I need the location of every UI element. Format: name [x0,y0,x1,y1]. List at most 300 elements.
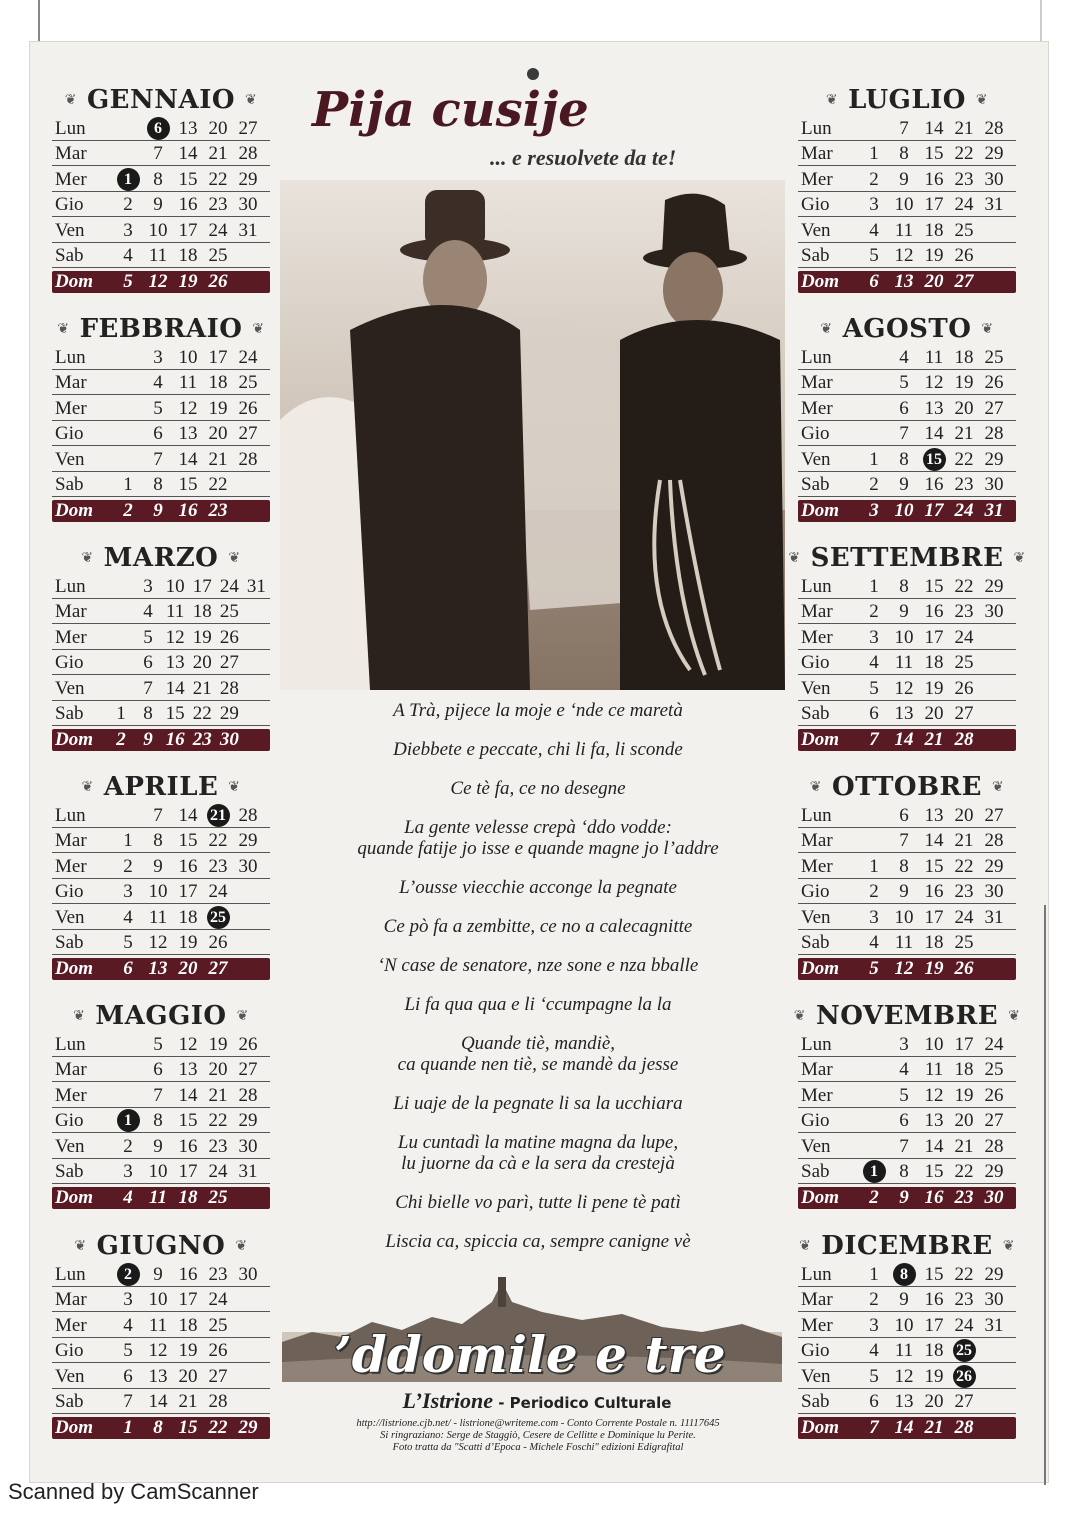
highlighted-day: 1 [117,1109,140,1132]
day-number: 4 [123,1314,133,1336]
weekday-label: Ven [801,448,831,470]
day-number: 31 [984,194,1004,215]
day-cell [143,932,173,954]
ornament-icon: ❦ [981,321,994,337]
day-number: 12 [178,397,198,419]
day-number: 2 [123,855,133,877]
day-cell [143,1417,173,1439]
month-name: LUGLIO [848,85,966,115]
weekday-row [798,1363,1016,1389]
day-number: 23 [192,729,212,750]
day-number: 30 [984,1187,1004,1208]
day-number: 14 [894,729,914,750]
day-number: 23 [954,168,974,190]
highlighted-day: 15 [923,448,946,471]
day-number: 17 [924,626,944,648]
day-number: 11 [924,346,944,368]
day-number: 17 [178,881,198,902]
day-cell [203,143,233,165]
day-number: 17 [208,346,228,368]
sunday-row [798,271,1016,293]
day-number: 11 [165,601,185,622]
day-number: 20 [208,423,228,444]
day-number: 22 [954,143,974,164]
day-cell [173,1289,203,1311]
month-title [52,772,270,802]
weekday-label: Sab [801,245,830,266]
day-cell [889,1059,919,1081]
day-cell [889,372,919,394]
day-cell [173,1417,203,1439]
day-number: 26 [954,677,974,699]
day-cell [859,474,889,496]
day-number: 31 [238,1161,258,1182]
weekday-label: Ven [801,1135,831,1157]
day-number: 10 [924,1033,944,1055]
day-cell [113,194,143,216]
day-cell [143,881,173,903]
day-number: 3 [123,219,133,241]
day-number: 14 [178,804,198,826]
day-number: 4 [153,372,163,393]
day-number: 15 [924,1161,944,1182]
day-number: 8 [153,474,163,495]
day-number: 26 [238,397,258,419]
day-cell [143,194,173,216]
day-cell [216,678,243,700]
day-cell [216,703,243,725]
weekday-label: Dom [801,500,839,521]
day-cell [173,220,203,242]
weekday-row [798,624,1016,650]
day-cell [859,169,889,191]
day-number: 16 [924,168,944,190]
day-number: 5 [869,958,879,979]
day-cell [173,1366,203,1388]
day-cell [919,169,949,191]
day-cell [143,1187,173,1209]
day-cell [979,194,1009,216]
day-cell [889,169,919,191]
day-cell [949,500,979,522]
weekday-label: Gio [55,1340,84,1361]
day-number: 2 [869,881,879,902]
day-cell [189,627,216,649]
weekday-label: Sab [801,1161,830,1182]
day-number: 16 [924,474,944,495]
day-number: 3 [153,346,163,368]
day-cell [949,1264,979,1286]
day-number: 6 [123,1365,133,1387]
ornament-icon: ❦ [1002,1238,1015,1254]
weekday-label: Sab [801,703,830,724]
ornament-icon: ❦ [74,1238,87,1254]
day-number: 23 [954,601,974,622]
ornament-icon: ❦ [793,1008,806,1024]
day-cell [919,1085,949,1107]
month-title [788,543,1026,573]
day-number: 31 [984,500,1004,521]
ornament-icon: ❦ [235,1238,248,1254]
day-cell [173,500,203,522]
proverb-line: Ce tè fa, ce no desegne [450,778,626,799]
day-number: 15 [178,474,198,495]
day-cell [949,1161,979,1183]
day-number: 22 [954,1161,974,1182]
proverb-line: ca quande nen tiè, se mandè da jesse [397,1054,679,1075]
day-cell [189,576,216,598]
day-cell [113,830,143,852]
day-cell [173,423,203,445]
day-number: 17 [924,1314,944,1336]
weekday-label: Mar [55,143,87,164]
day-cell [919,448,949,471]
weekday-label: Lun [55,575,86,597]
day-cell [143,423,173,445]
ornament-icon: ❦ [228,550,241,566]
day-cell [919,1391,949,1413]
day-number: 7 [899,830,909,851]
day-cell [113,271,143,293]
day-number: 19 [208,1033,228,1055]
proverb [282,778,794,799]
day-cell [919,1289,949,1311]
weekday-row [798,573,1016,599]
day-number: 28 [984,423,1004,444]
day-cell [889,245,919,267]
day-cell [949,1391,979,1413]
day-number: 29 [984,855,1004,877]
day-cell [889,830,919,852]
highlighted-day: 2 [117,1263,140,1286]
day-cell [949,118,979,140]
day-cell [162,652,189,674]
day-cell [113,220,143,242]
day-number: 9 [153,1263,163,1285]
day-number: 29 [238,1417,258,1438]
day-cell [979,1187,1009,1209]
day-cell [233,143,263,165]
day-cell [859,143,889,165]
weekday-label: Gio [55,881,84,902]
day-number: 6 [869,703,879,724]
day-number: 21 [954,1135,974,1157]
day-number: 21 [924,1417,944,1438]
day-cell [949,1059,979,1081]
day-number: 28 [219,677,239,699]
day-cell [113,856,143,878]
day-cell [203,1264,233,1286]
day-cell [949,601,979,623]
day-number: 12 [894,245,914,266]
day-cell [979,500,1009,522]
day-cell [203,1366,233,1388]
day-cell [143,271,173,293]
day-cell [859,1264,889,1286]
day-number: 2 [869,1187,879,1208]
day-number: 30 [238,1263,258,1285]
day-cell [949,347,979,369]
day-cell [889,398,919,420]
day-cell [203,1085,233,1107]
weekday-label: Lun [801,346,832,368]
day-cell [889,423,919,445]
day-cell [203,118,233,140]
day-cell [979,907,1009,929]
day-number: 28 [984,830,1004,851]
day-cell [173,881,203,903]
day-number: 13 [178,1059,198,1080]
day-number: 12 [894,677,914,699]
weekday-label: Lun [55,346,86,368]
day-cell [203,881,233,903]
weekday-label: Lun [801,575,832,597]
month-title [793,1001,1021,1031]
day-cell [216,627,243,649]
proverb [282,1093,794,1114]
month-name: GIUGNO [96,1231,226,1261]
day-number: 20 [924,703,944,724]
day-number: 19 [208,397,228,419]
day-cell [979,1034,1009,1056]
day-cell [173,398,203,420]
day-cell [979,118,1009,140]
day-cell [203,500,233,522]
weekday-label: Dom [801,729,839,750]
day-cell [203,1417,233,1439]
day-number: 12 [148,932,168,953]
weekday-row [798,217,1016,243]
day-cell [173,372,203,394]
day-number: 22 [954,1263,974,1285]
day-number: 16 [924,601,944,622]
day-number: 12 [924,372,944,393]
day-number: 3 [143,575,153,597]
day-cell [859,678,889,700]
weekday-row [52,1108,270,1134]
day-number: 17 [924,194,944,215]
day-cell [162,678,189,700]
weekday-label: Mer [55,1084,87,1106]
day-number: 14 [924,423,944,444]
day-number: 6 [153,1059,163,1080]
weekday-row [52,904,270,930]
weekday-row [52,1338,270,1364]
day-cell [143,1034,173,1056]
weekday-label: Mer [801,626,833,648]
day-cell [107,703,134,725]
weekday-label: Dom [55,1187,93,1208]
day-number: 24 [954,1314,974,1336]
month-title [798,1231,1016,1261]
day-cell [889,1289,919,1311]
day-number: 19 [192,626,212,648]
day-cell [143,1161,173,1183]
proverb-line: Chi bielle vo parì, tutte li pene tè patì [395,1192,681,1213]
day-cell [889,1085,919,1107]
day-cell [233,194,263,216]
day-number: 25 [954,219,974,241]
day-number: 7 [153,143,163,164]
weekday-label: Sab [801,474,830,495]
day-cell [949,932,979,954]
month-maggio [52,1001,270,1209]
day-number: 29 [984,1263,1004,1285]
day-cell [143,220,173,242]
weekday-row [798,141,1016,167]
day-number: 9 [899,881,909,902]
proverb-line: lu juorne da cà e la sera da crestejà [401,1153,675,1174]
day-cell [189,601,216,623]
weekday-row [798,828,1016,854]
day-cell [134,576,161,598]
day-number: 4 [869,652,879,673]
day-number: 8 [899,575,909,597]
day-number: 25 [238,372,258,393]
brand-title: ’ddomile e tre [334,1325,726,1384]
day-cell [107,729,134,751]
day-cell [889,347,919,369]
day-number: 5 [123,271,133,292]
weekday-label: Dom [801,958,839,979]
day-cell [203,449,233,471]
day-cell [173,118,203,140]
day-number: 10 [148,1289,168,1310]
day-number: 28 [238,804,258,826]
day-number: 28 [208,1391,228,1412]
weekday-row [52,624,270,650]
ornament-icon: ❦ [975,92,989,108]
day-number: 8 [153,1110,163,1131]
day-cell [162,703,189,725]
day-number: 16 [178,1135,198,1157]
day-cell [919,474,949,496]
weekday-label: Ven [55,677,85,699]
day-number: 21 [954,117,974,139]
day-number: 1 [123,1417,133,1438]
day-number: 29 [984,575,1004,597]
day-number: 12 [894,958,914,979]
day-cell [203,804,233,827]
day-number: 27 [954,703,974,724]
day-cell [949,652,979,674]
day-cell [134,729,161,751]
day-number: 2 [123,1135,133,1157]
day-cell [889,1391,919,1413]
day-cell [233,1136,263,1158]
day-cell [979,1085,1009,1107]
weekday-label: Sab [55,703,84,724]
day-number: 30 [238,194,258,215]
day-number: 22 [192,703,212,724]
proverb [282,1132,794,1174]
day-number: 20 [208,117,228,139]
weekday-label: Sab [801,1391,830,1412]
day-cell [143,449,173,471]
day-number: 7 [869,729,879,750]
day-number: 28 [984,1135,1004,1157]
month-agosto [798,314,1016,522]
weekday-label: Mar [55,372,87,393]
weekday-label: Mar [801,143,833,164]
month-dicembre [798,1231,1016,1439]
day-number: 27 [954,1391,974,1412]
day-number: 2 [869,168,879,190]
day-cell [113,881,143,903]
weekday-label: Ven [55,448,85,470]
day-number: 20 [192,652,212,673]
day-number: 27 [208,958,228,979]
credit-line: Si ringraziano: Serge de Staggiò, Cesere de Cellitte e Dominique lu Perite. [380,1430,696,1441]
day-cell [189,729,216,751]
day-cell [859,652,889,674]
day-number: 3 [123,881,133,902]
weekday-label: Ven [55,1365,85,1387]
highlighted-day: 26 [953,1365,976,1388]
day-number: 13 [924,1110,944,1131]
weekday-label: Mar [801,1059,833,1080]
day-cell [134,601,161,623]
weekday-row [798,1338,1016,1364]
day-number: 21 [954,830,974,851]
day-number: 27 [219,652,239,673]
day-number: 8 [153,168,163,190]
day-number: 26 [984,372,1004,393]
proverb-line: Li fa qua qua e li ‘ccumpagne la la [404,994,672,1015]
weekday-row [52,1057,270,1083]
day-cell [233,423,263,445]
day-cell [203,169,233,191]
day-number: 5 [153,1033,163,1055]
ornament-icon: ❦ [228,779,241,795]
day-number: 25 [208,1314,228,1336]
day-cell [203,1136,233,1158]
day-number: 17 [924,500,944,521]
weekday-row [798,446,1016,472]
proverb [282,1231,794,1252]
day-number: 10 [894,626,914,648]
month-name: DICEMBRE [821,1231,993,1261]
day-number: 16 [178,1263,198,1285]
day-number: 10 [894,500,914,521]
day-cell [143,1391,173,1413]
weekday-label: Gio [801,1340,830,1361]
day-cell [919,932,949,954]
sunday-row [798,729,1016,751]
day-number: 3 [869,626,879,648]
weekday-row [798,1312,1016,1338]
day-number: 26 [219,626,239,648]
ornament-icon: ❦ [799,1238,812,1254]
day-number: 11 [149,1187,167,1208]
day-number: 18 [192,601,212,622]
day-number: 11 [148,245,168,266]
day-number: 24 [208,1289,228,1310]
day-cell [173,449,203,471]
month-aprile [52,772,270,980]
day-cell [889,703,919,725]
day-number: 20 [208,1059,228,1080]
day-cell [949,474,979,496]
proverb-line: ‘N case de senatore, nze sone e nza bballe [377,955,699,976]
day-number: 13 [894,271,914,292]
day-cell [919,1340,949,1362]
weekday-row [798,904,1016,930]
day-cell [889,1340,919,1362]
day-cell [143,143,173,165]
weekday-label: Mar [55,1059,87,1080]
day-number: 28 [238,448,258,470]
